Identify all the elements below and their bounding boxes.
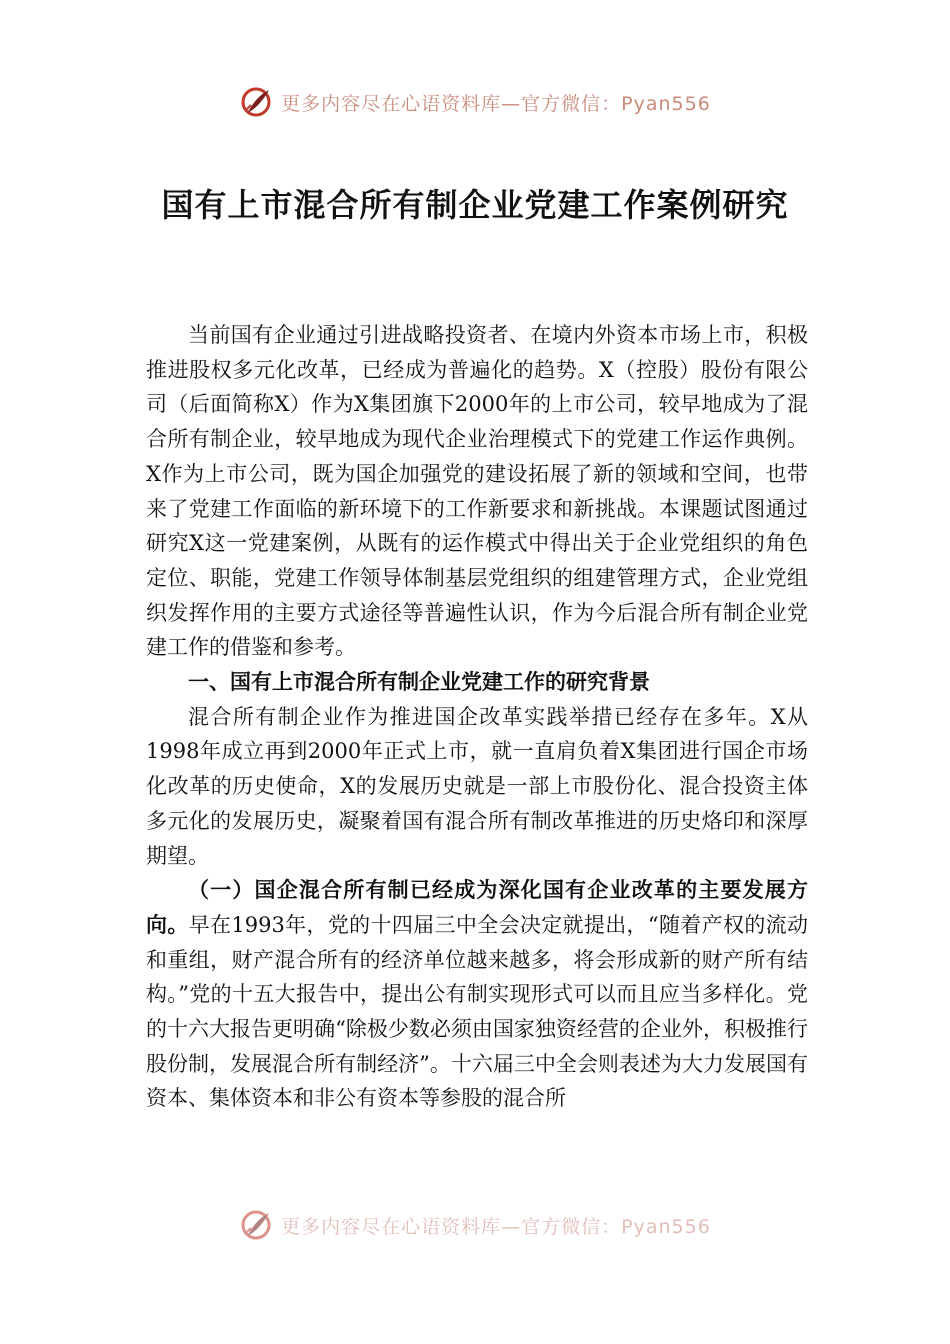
subsection-1-text: 早在1993年，党的十四届三中全会决定就提出，“随着产权的流动和重组，财产混合所有的经济单位越来越多，将会形成新的财产所有结构。”党的十五大报告中，提出公有制实现形式可以而且应当多样化。党的十六大报告更明确“除极少数必须由国家独资经营的企业外，积极推行股份制，发展混合所有制经济”。十六届三中全会则表述为大力发展国有资本、集体资本和非公有资本等参股的混合所 [146,912,809,1111]
document-body [146,318,808,1116]
watermark-text: 更多内容尽在心语资料库—官方微信：Pyan556 [281,1215,711,1238]
section-1-paragraph: 混合所有制企业作为推进国企改革实践举措已经存在多年。X从1998年成立再到2000年正式上市，就一直肩负着X集团进行国企市场化改革的历史使命，X的发展历史就是一部上市股份化、混合投资主体多元化的发展历史，凝聚着国有混合所有制改革推进的历史烙印和深厚期望。 [146,704,808,868]
watermark-footer [0,1205,950,1245]
feather-logo-icon [239,85,273,119]
subsection-1-paragraph [146,873,808,1116]
document-title: 国有上市混合所有制企业党建工作案例研究 [161,186,789,224]
subsection-heading-1: （一）国企混合所有制已经成为深化国有企业改革的主要发展方向。 [146,877,808,937]
watermark-header [0,82,950,122]
feather-logo-icon [239,1208,273,1242]
section-heading-1: 一、国有上市混合所有制企业党建工作的研究背景 [188,670,650,695]
intro-paragraph: 当前国有企业通过引进战略投资者、在境内外资本市场上市，积极推进股权多元化改革，已经成为普遍化的趋势。X（控股）股份有限公司（后面简称X）作为X集团旗下2000年的上市公司，较早地成为了混合所有制企业，较早地成为现代企业治理模式下的党建工作运作典例。X作为上市公司，既为国企加强党的建设拓展了新的领域和空间，也带来了党建工作面临的新环境下的工作新要求和新挑战。本课题试图通过研究X这一党建案例，从既有的运作模式中得出关于企业党组织的角色定位、职能，党建工作领导体制基层党组织的组建管理方式，企业党组织发挥作用的主要方式途径等普遍性认识，作为今后混合所有制企业党建工作的借鉴和参考。 [146,323,808,660]
watermark-text: 更多内容尽在心语资料库—官方微信：Pyan556 [281,92,711,115]
